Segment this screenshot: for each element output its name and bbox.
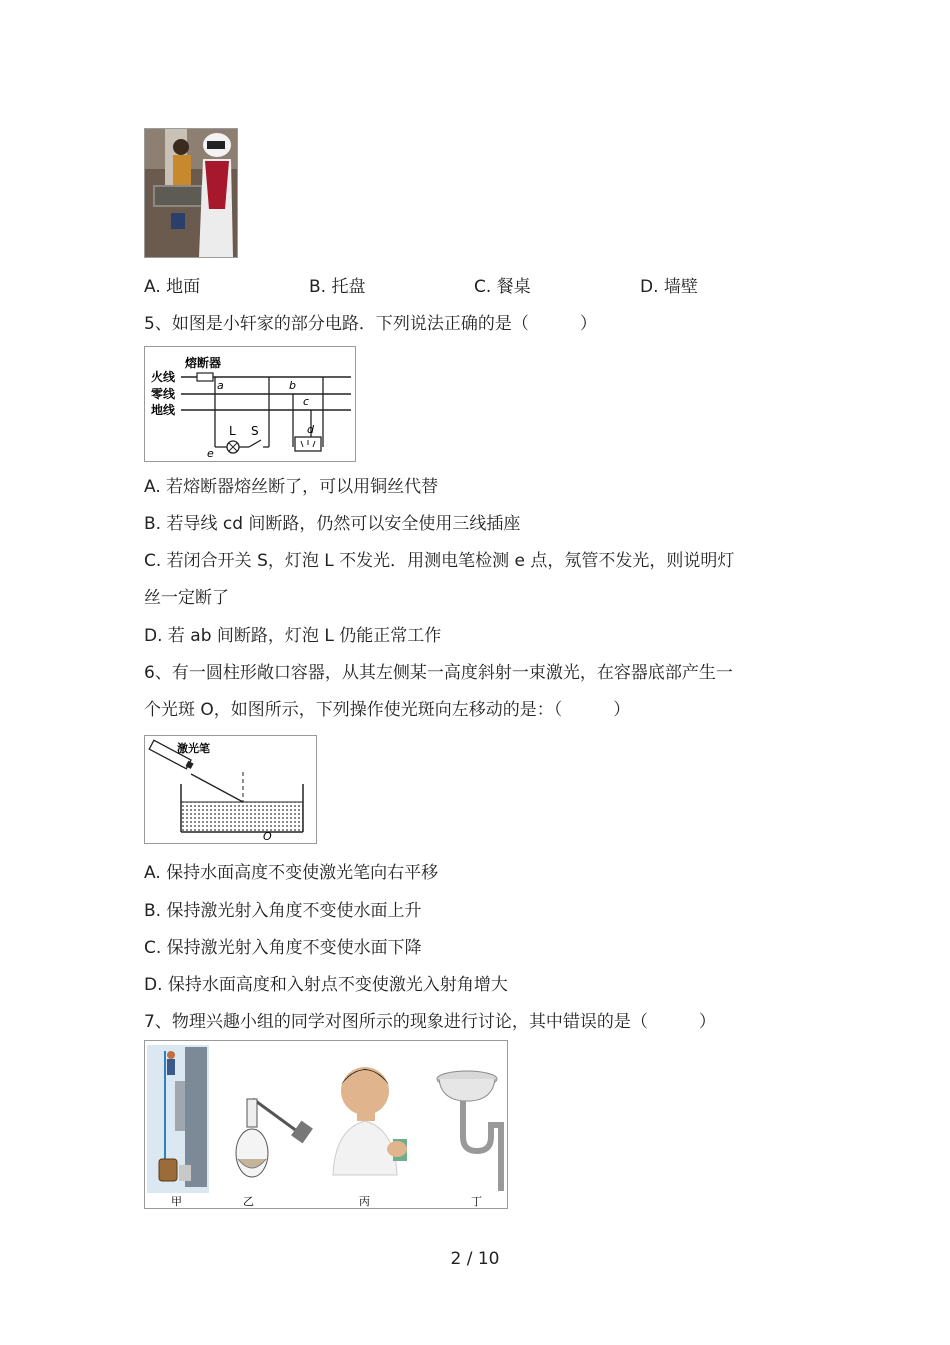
q5-option-b: B. 若导线 cd 间断路，仍然可以安全使用三线插座 [144, 514, 521, 534]
point-b-label: b [289, 379, 296, 392]
q4-option-a: A. 地面 [144, 277, 201, 297]
q6-stem-line1: 6、有一圆柱形敞口容器，从其左侧某一高度斜射一束激光，在容器底部产生一 [144, 663, 733, 683]
q7-label-jia: 甲 [171, 1195, 182, 1208]
q7-stem: 7、物理兴趣小组的同学对图所示的现象进行讨论，其中错误的是（ ） [144, 1012, 716, 1032]
q6-stem-line2: 个光斑 O，如图所示，下列操作使光斑向左移动的是：（ ） [144, 700, 631, 720]
q6-option-c: C. 保持激光射入角度不变使水面下降 [144, 938, 422, 958]
q5-option-c-cont: 丝一定断了 [144, 588, 229, 608]
lamp-label: L [229, 424, 236, 438]
q5-stem: 5、如图是小轩家的部分电路．下列说法正确的是（ ） [144, 314, 597, 334]
q4-option-d: D. 墙壁 [640, 277, 698, 297]
point-c-label: c [303, 395, 310, 408]
point-d-label: d [307, 423, 314, 436]
live-wire-label: 火线 [151, 370, 176, 384]
q7-label-bing: 丙 [359, 1195, 370, 1208]
robot-waiter-photo [144, 128, 238, 258]
point-a-label: a [217, 379, 224, 392]
q5-circuit-figure [144, 346, 356, 462]
q7-label-ding: 丁 [471, 1195, 482, 1208]
page-number: 2 / 10 [450, 1249, 500, 1269]
q7-label-yi: 乙 [243, 1195, 254, 1208]
ground-wire-label: 地线 [151, 403, 176, 417]
q6-option-b: B. 保持激光射入角度不变使水面上升 [144, 901, 422, 921]
neutral-wire-label: 零线 [151, 387, 176, 401]
q4-option-c: C. 餐桌 [474, 277, 531, 297]
q5-option-d: D. 若 ab 间断路，灯泡 L 仍能正常工作 [144, 626, 442, 646]
q4-option-b: B. 托盘 [309, 277, 366, 297]
laser-pen-label: 激光笔 [177, 742, 210, 755]
q6-option-a: A. 保持水面高度不变使激光笔向右平移 [144, 863, 439, 883]
q5-option-c: C. 若闭合开关 S，灯泡 L 不发光．用测电笔检测 e 点，氖管不发光，则说明灯 [144, 551, 735, 571]
q6-option-d: D. 保持水面高度和入射点不变使激光入射角增大 [144, 975, 508, 995]
q7-phenomena-figure [144, 1040, 508, 1209]
q6-laser-figure [144, 735, 317, 844]
point-e-label: e [207, 447, 214, 460]
q5-option-a: A. 若熔断器熔丝断了，可以用铜丝代替 [144, 477, 439, 497]
fuse-label: 熔断器 [185, 356, 222, 370]
spot-o-label: O [263, 830, 272, 843]
switch-label: S [251, 424, 259, 438]
